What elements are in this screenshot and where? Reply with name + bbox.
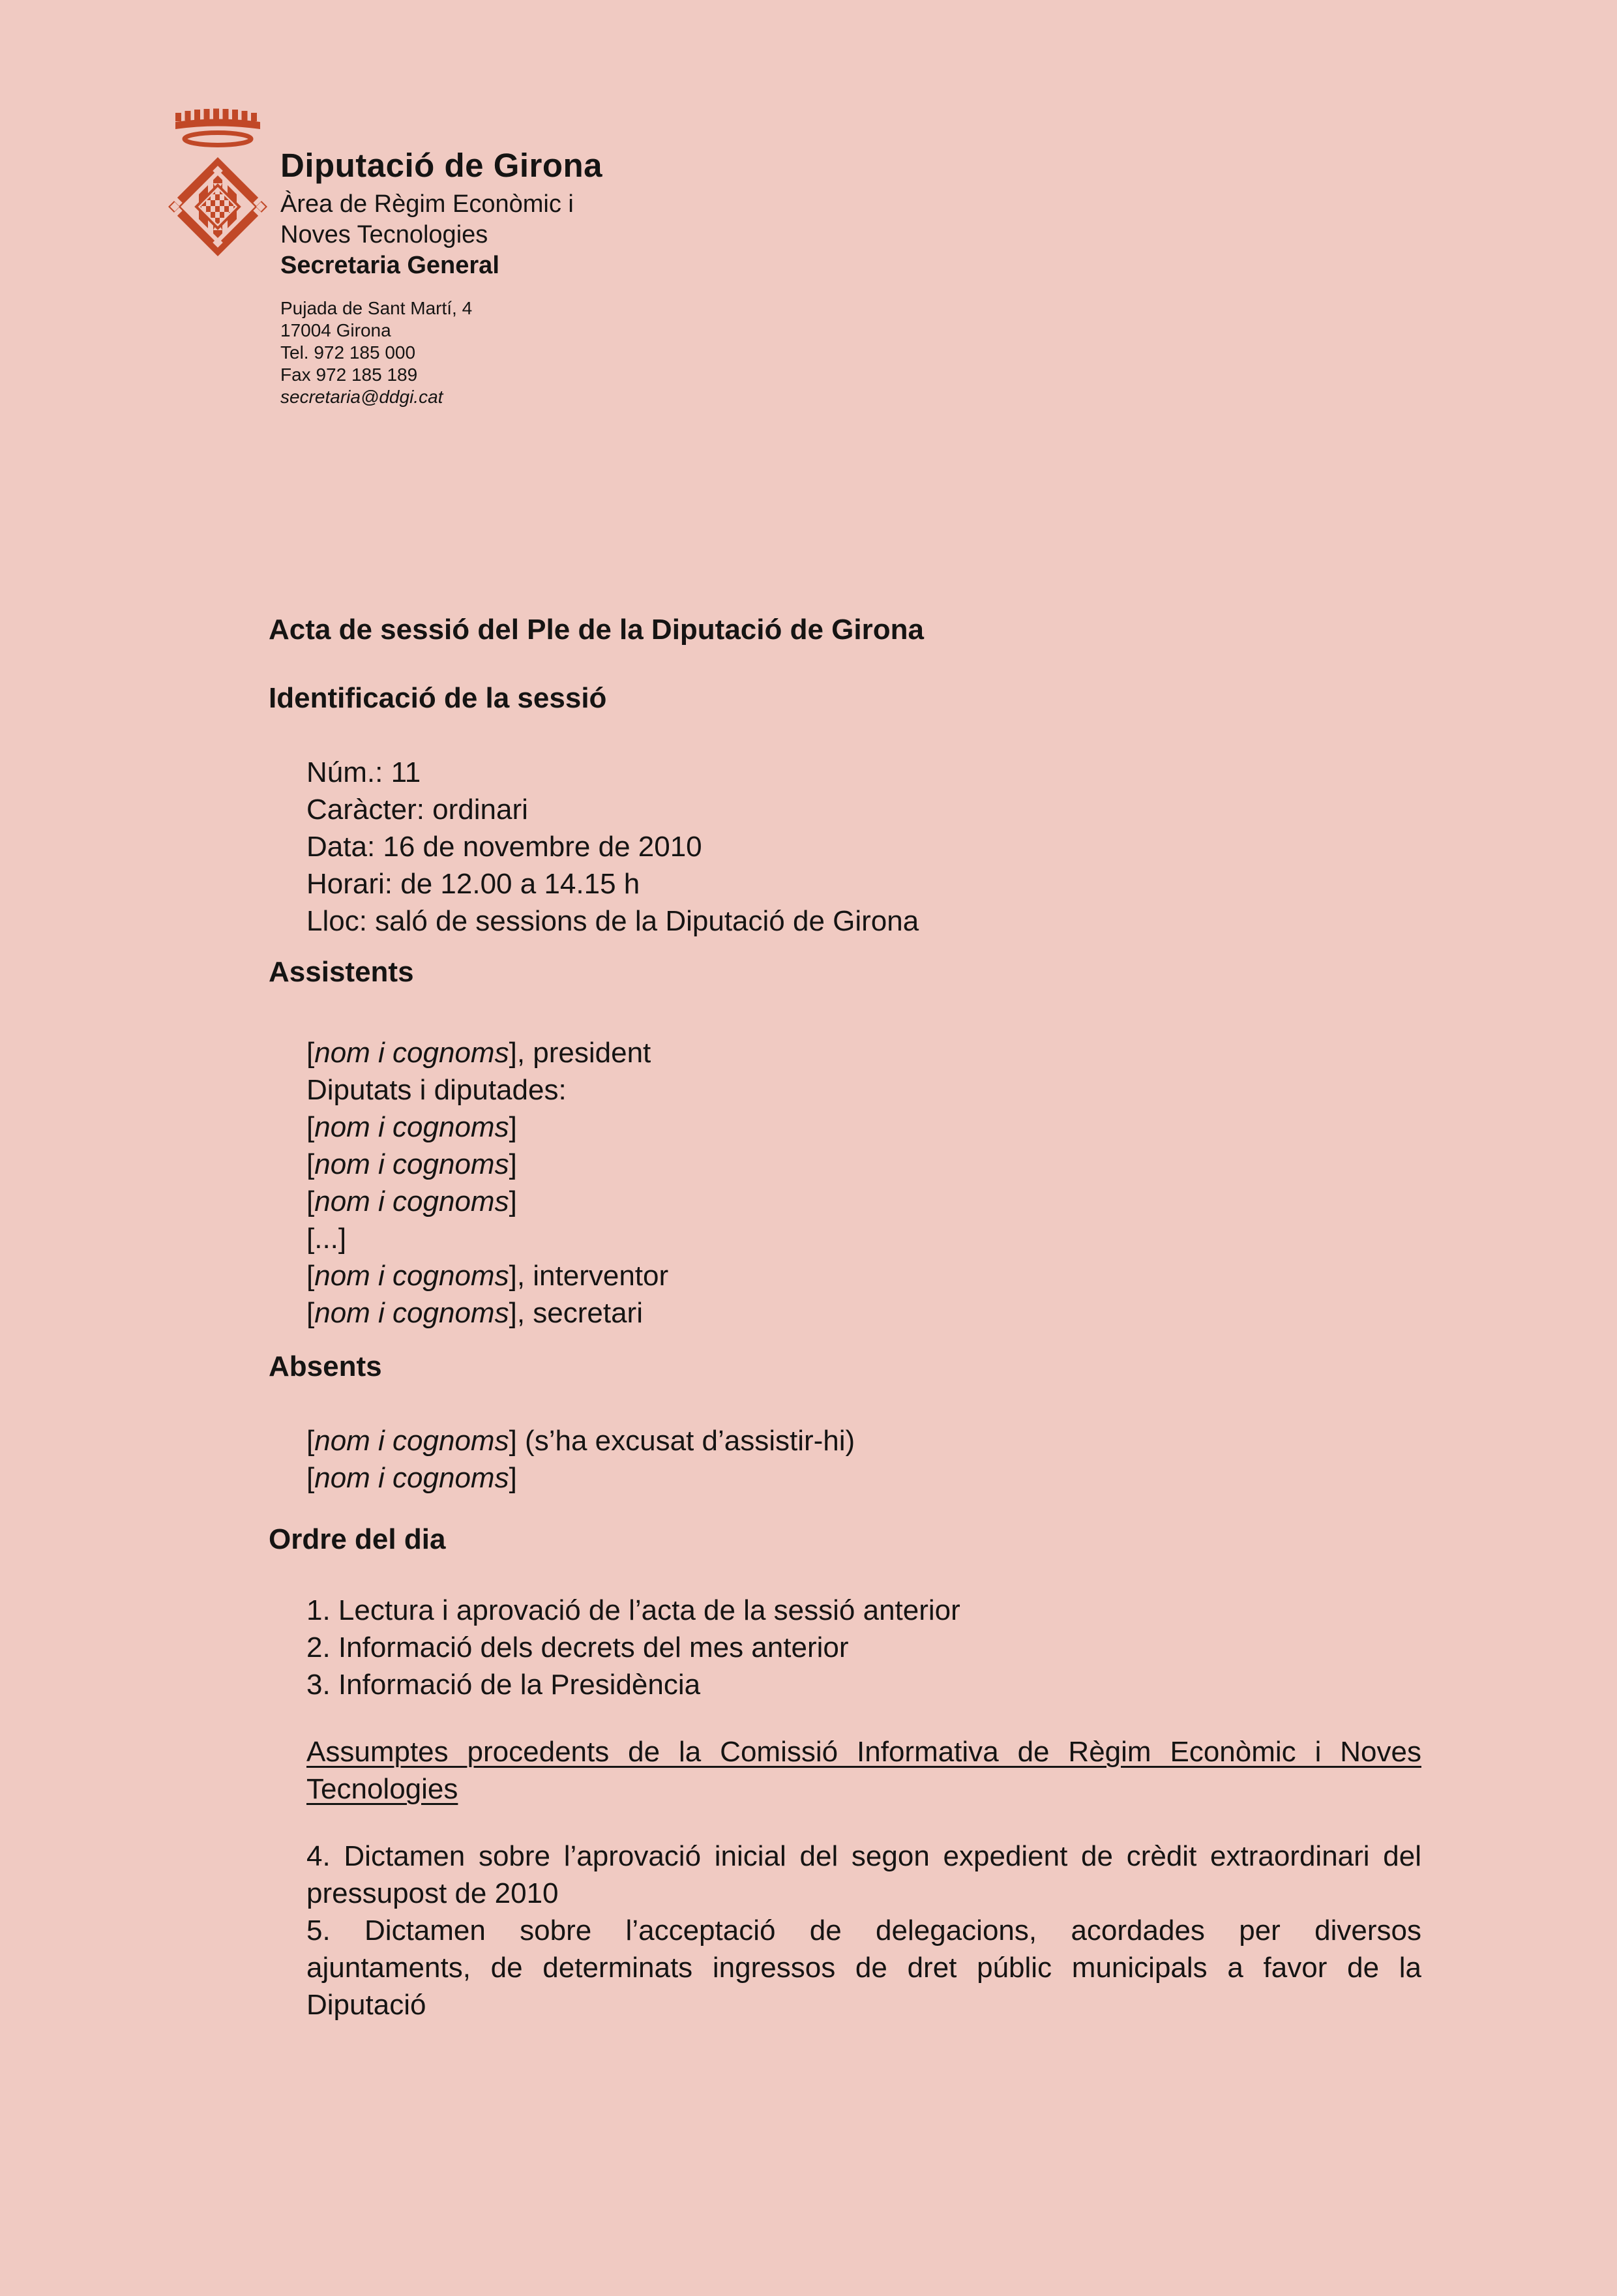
address-street: Pujada de Sant Martí, 4 <box>280 298 473 318</box>
text-line: Diputats i diputades: <box>306 1074 567 1106</box>
absents-list <box>306 1422 1421 1497</box>
text-line: [nom i cognoms] <box>306 1185 517 1217</box>
text-line: [nom i cognoms], secretari <box>306 1297 643 1329</box>
text-line: 4. Dictamen sobre l’aprovació inicial del segon expedient de crèdit extraordinari del <box>306 1840 1421 1872</box>
text-line: ajuntaments, de determinats ingressos de dret públic municipals a favor de la <box>306 1952 1421 1984</box>
address-block <box>280 297 472 408</box>
text-line: 5. Dictamen sobre l’acceptació de delegacions, acordades per diversos <box>306 1915 1421 1946</box>
girona-coat-of-arms-icon <box>165 106 271 258</box>
committee-subheading <box>306 1733 1421 1808</box>
org-department: Secretaria General <box>280 252 499 279</box>
section-heading-assistents: Assistents <box>269 956 414 988</box>
text-line: Lloc: saló de sessions de la Diputació de Girona <box>306 905 919 937</box>
text-line: [nom i cognoms] <box>306 1148 517 1180</box>
text-line: 1. Lectura i aprovació de l’acta de la sessió anterior <box>306 1594 960 1626</box>
text-line: Tecnologies <box>306 1773 458 1805</box>
text-line: [nom i cognoms] <box>306 1111 517 1143</box>
agenda-item-5 <box>306 1912 1421 2023</box>
text-line: [nom i cognoms], interventor <box>306 1260 669 1292</box>
section-heading-identificacio: Identificació de la sessió <box>269 682 607 714</box>
attendees-list <box>306 1034 1421 1332</box>
document-title: Acta de sessió del Ple de la Diputació de Girona <box>269 614 924 646</box>
address-phone: Tel. 972 185 000 <box>280 342 416 363</box>
org-area-line2: Noves Tecnologies <box>280 221 488 248</box>
text-line: Horari: de 12.00 a 14.15 h <box>306 868 640 900</box>
session-info-list <box>306 754 1421 940</box>
text-line: 3. Informació de la Presidència <box>306 1669 701 1701</box>
text-line: 2. Informació dels decrets del mes anterior <box>306 1632 849 1663</box>
org-name: Diputació de Girona <box>280 147 603 184</box>
address-city: 17004 Girona <box>280 320 391 340</box>
text-line: pressupost de 2010 <box>306 1877 559 1909</box>
text-line: [nom i cognoms], president <box>306 1037 651 1069</box>
agenda-items-1-3 <box>306 1592 1421 1703</box>
text-line: Assumptes procedents de la Comissió Informativa de Règim Econòmic i Noves <box>306 1736 1421 1768</box>
section-heading-absents: Absents <box>269 1350 382 1382</box>
section-heading-ordre-del-dia: Ordre del dia <box>269 1523 446 1555</box>
text-line: [...] <box>306 1223 347 1255</box>
text-line: [nom i cognoms] <box>306 1462 517 1494</box>
address-fax: Fax 972 185 189 <box>280 365 418 385</box>
text-line: Caràcter: ordinari <box>306 794 528 826</box>
text-line: [nom i cognoms] (s’ha excusat d’assistir-hi) <box>306 1425 855 1457</box>
text-line: Diputació <box>306 1989 426 2021</box>
text-line: Núm.: 11 <box>306 756 421 788</box>
agenda-item-4 <box>306 1838 1421 1912</box>
org-area-line1: Àrea de Règim Econòmic i <box>280 190 574 218</box>
text-line: Data: 16 de novembre de 2010 <box>306 831 702 863</box>
address-email: secretaria@ddgi.cat <box>280 387 443 407</box>
